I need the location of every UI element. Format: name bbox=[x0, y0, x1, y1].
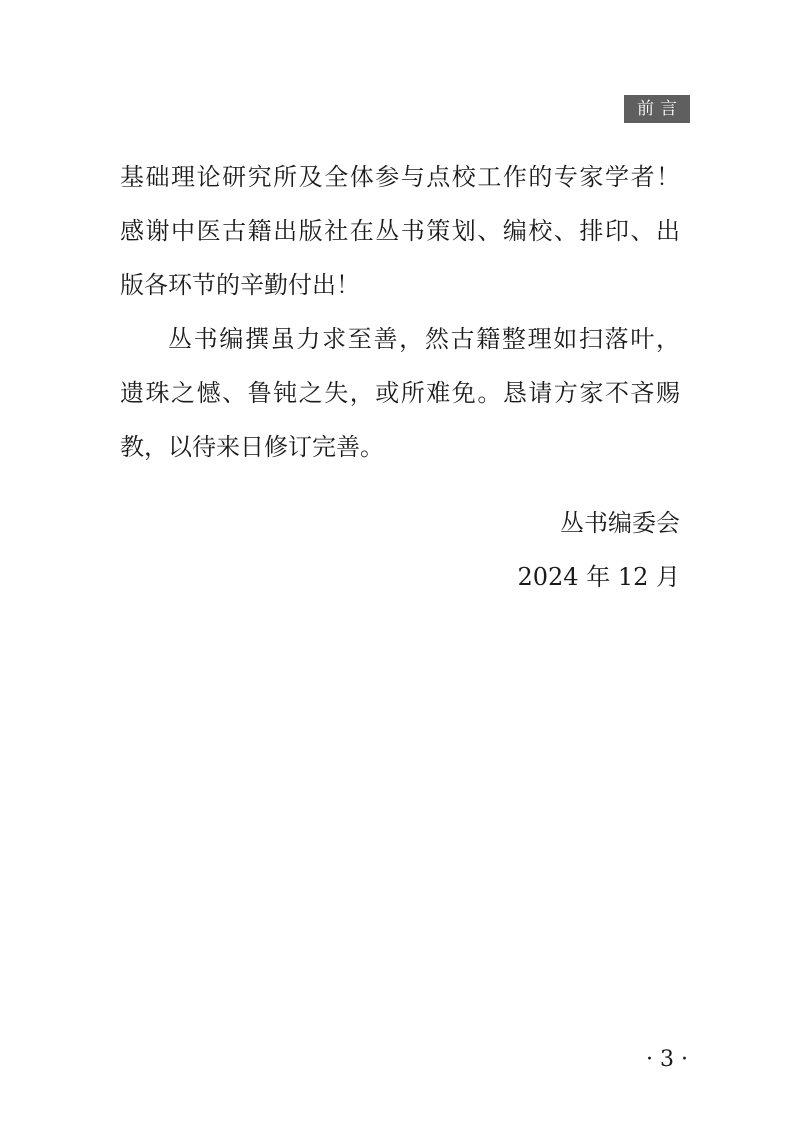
page-number: · 3 · bbox=[646, 1047, 688, 1072]
paragraph-line: 遗珠之憾、鲁钝之失，或所难免。恳请方家不吝赐 bbox=[120, 379, 680, 407]
signature-author: 丛书编委会 bbox=[560, 509, 680, 537]
paragraph-line: 感谢中医古籍出版社在丛书策划、编校、排印、出 bbox=[120, 217, 680, 245]
paragraph-line: 基础理论研究所及全体参与点校工作的专家学者！ bbox=[120, 163, 680, 191]
section-tag: 前言 bbox=[624, 95, 690, 123]
paragraph-line: 版各环节的辛勤付出！ bbox=[120, 271, 360, 299]
signature-date: 2024 年 12 月 bbox=[517, 563, 680, 591]
preface-body bbox=[120, 150, 680, 474]
paragraph-line: 丛书编撰虽力求至善，然古籍整理如扫落叶， bbox=[168, 325, 680, 353]
paragraph-line: 教，以待来日修订完善。 bbox=[120, 433, 384, 461]
signature-block bbox=[517, 496, 680, 604]
